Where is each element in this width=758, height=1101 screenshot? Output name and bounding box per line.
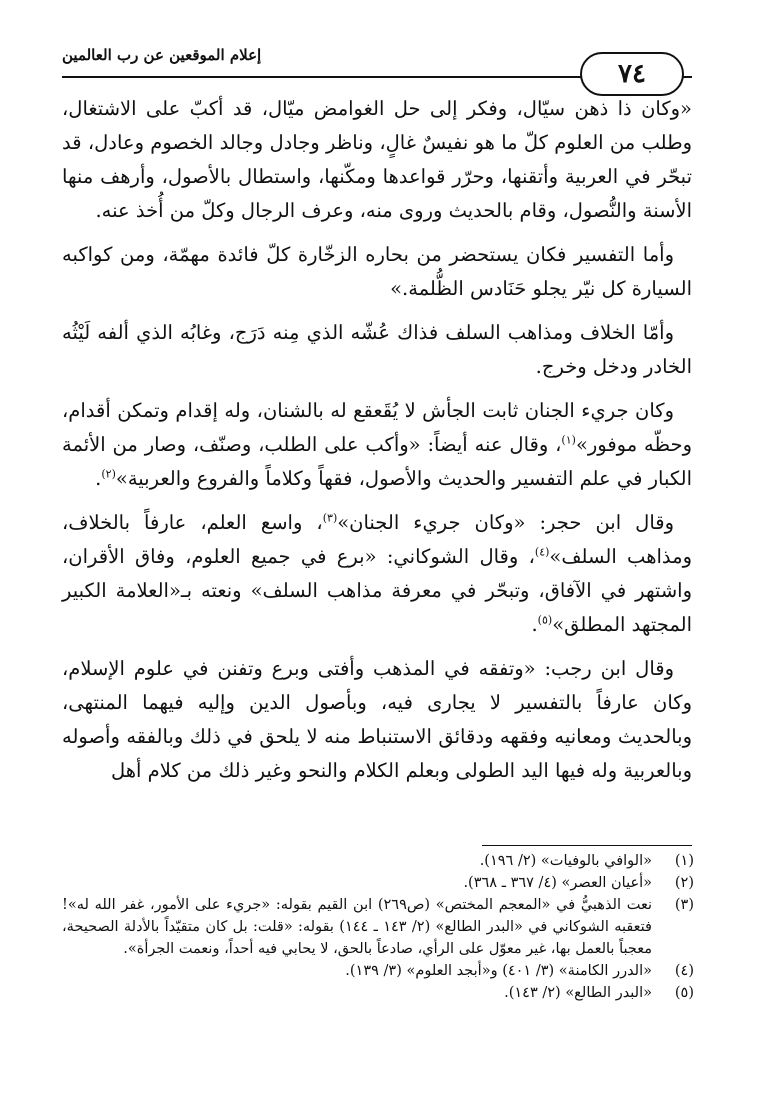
- paragraph-text: ، وقال عنه أيضاً: «وأكب على الطلب، وصنّف، وصار من الأئمة الكبار في علم التفسير والحديث والأصول، فقهاً وكلاماً والفروع والعربية»: [62, 433, 692, 490]
- page-header: [62, 40, 692, 100]
- paragraph-text: وأمّا الخلاف ومذاهب السلف فذاك عُشّه الذي مِنه دَرَج، وغابُه الذي ألفه لَيْثُه الخادر ودخل وخرج.: [62, 321, 692, 378]
- paragraph-text: وأما التفسير فكان يستحضر من بحاره الزخّارة كلّ فائدة مهمّة، ومن كواكبه السيارة كل نيّر يجلو حَنَادس الظُّلمة.»: [62, 243, 692, 300]
- paragraph-text: وقال ابن رجب: «وتفقه في المذهب وأفتى وبرع وتفنن في علوم الإسلام، وكان عارفاً بالتفسير لا يجارى فيه، وبأصول الدين وإليه فيهما المنتهى، وبالحديث ومعانيه وفقهه ودقائق الاستنباط منه لا يلحق في ذلك وبالفقه وأصوله وبالعربية وله فيها اليد الطولى وبعلم الكلام والنحو وغير ذلك من كلام أهل: [62, 657, 692, 782]
- paragraph-4: [62, 394, 692, 496]
- paragraph-text: وقال ابن حجر: «وكان جريء الجنان»: [337, 511, 674, 534]
- paragraph-text: وكان جريء الجنان ثابت الجأش لا يُقَعقع له بالشنان، وله إقدام وتمكن أقدام، وحظّه موفور»: [62, 399, 692, 456]
- paragraph-text: ، واسع العلم، عارفاً بالخلاف، ومذاهب السلف»: [62, 511, 692, 568]
- paragraph-5: [62, 506, 692, 642]
- footnote-ref[interactable]: (١): [561, 433, 576, 447]
- footnotes: [62, 850, 694, 1004]
- footnote-number: (٢): [674, 875, 694, 891]
- footnote-text: «الدرر الكامنة» (٣/ ٤٠١) و«أبجد العلوم» (٣/ ١٣٩).: [345, 963, 652, 979]
- footnote-text: نعت الذهبيُّ في «المعجم المختص» (ص٢٦٩) ابن القيم بقوله: «جريء على الأمور، غفر الله له»! فتعقبه الشوكاني في «البدر الطالع» (٢/ ١٤٣ ـ ١٤٤) بقوله: «قلت: بل كان متقيّداً بالأدلة الصحيحة، معجباً بالعمل بها، غير معوّل على الرأي، صادعاً بالحق، لا يحابي فيه أحداً، ونعمت الجرأة».: [62, 897, 652, 957]
- page-number-badge: [580, 52, 684, 96]
- footnote-number: (٣): [674, 897, 694, 913]
- main-text: [62, 92, 692, 798]
- footnote-separator: [482, 845, 692, 846]
- paragraph-1: [62, 92, 692, 228]
- footnote-number: (٥): [674, 985, 694, 1001]
- footnote-text: «أعيان العصر» (٤/ ٣٦٧ ـ ٣٦٨).: [463, 875, 652, 891]
- paragraph-text: .: [531, 613, 538, 636]
- footnote-5: [62, 982, 694, 1004]
- footnote-2: [62, 872, 694, 894]
- footnote-text: «الوافي بالوفيات» (٢/ ١٩٦).: [479, 853, 652, 869]
- footnote-3: [62, 894, 694, 960]
- book-title: إعلام الموقعين عن رب العالمين: [62, 46, 262, 64]
- footnote-number: (٤): [674, 963, 694, 979]
- paragraph-6: [62, 652, 692, 788]
- paragraph-text: .: [95, 467, 102, 490]
- footnote-4: [62, 960, 694, 982]
- footnote-ref[interactable]: (٥): [537, 613, 553, 627]
- paragraph-2: [62, 238, 692, 306]
- footnote-ref[interactable]: (٣): [322, 511, 338, 525]
- footnote-text: «البدر الطالع» (٢/ ١٤٣).: [504, 985, 652, 1001]
- footnote-ref[interactable]: (٤): [534, 545, 550, 559]
- footnote-ref[interactable]: (٢): [101, 467, 116, 481]
- paragraph-text: ، وقال الشوكاني: «برع في جميع العلوم، وفاق الأقران، واشتهر في الآفاق، وتبحّر في معرفة مذاهب السلف» ونعته بـ«العلامة الكبير المجتهد المطلق»: [62, 545, 692, 636]
- footnote-1: [62, 850, 694, 872]
- paragraph-3: [62, 316, 692, 384]
- page-number: ٧٤: [618, 59, 646, 89]
- paragraph-text: «وكان ذا ذهن سيّال، وفكر إلى حل الغوامض ميّال، قد أكبّ على الاشتغال، وطلب من العلوم كلّ ما هو نفيسٌ غالٍ، وناظر وجادل وجالد الخصوم وعادل، قد تبحّر في العربية وأتقنها، وحرّر قواعدها ومكّنها، واستطال بالأصول، وأرهف منها الأسنة والنُّصول، وقام بالحديث وروى منه، وعرف الرجال وكلّ من أُخذ عنه.: [62, 97, 692, 222]
- footnote-number: (١): [674, 853, 694, 869]
